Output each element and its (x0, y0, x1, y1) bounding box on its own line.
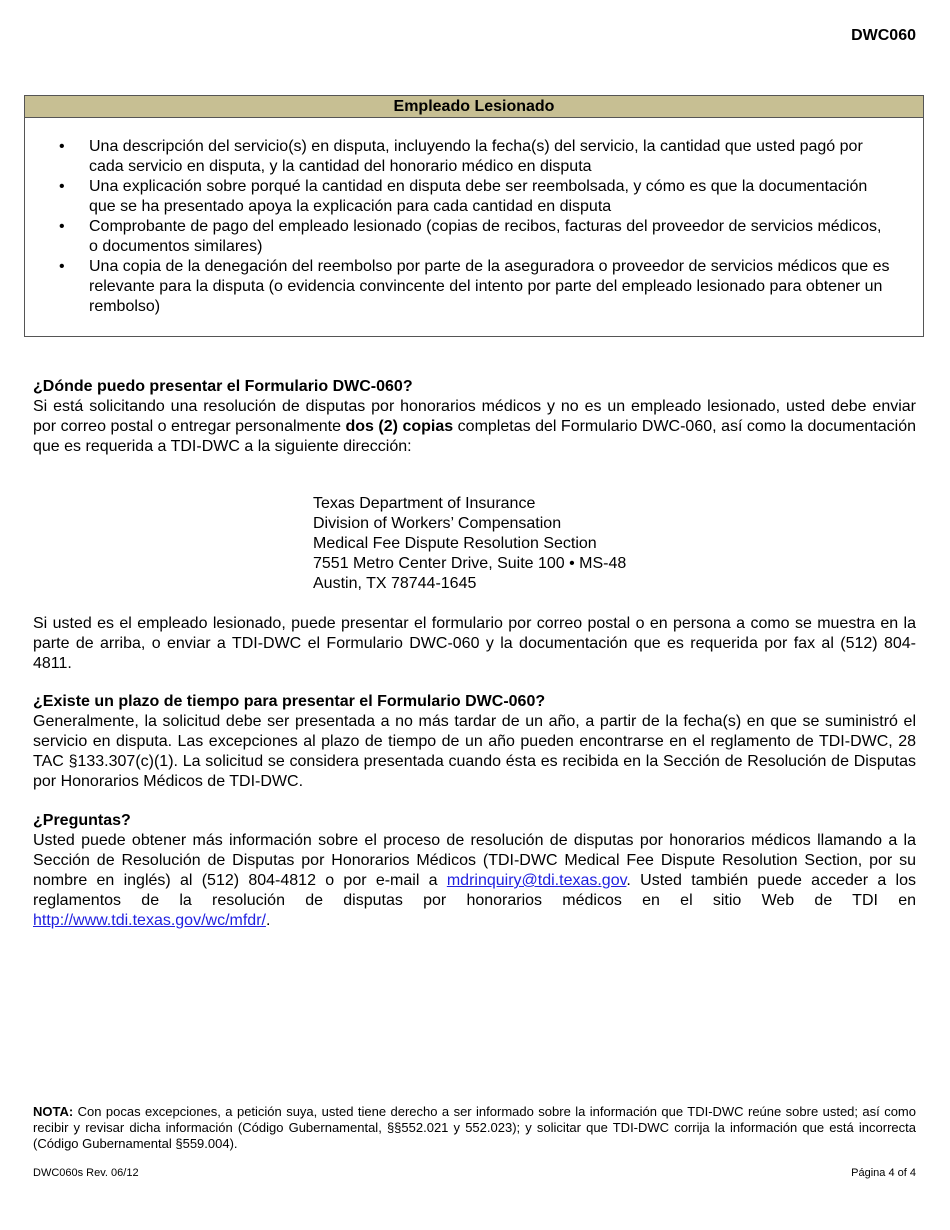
questions-paragraph (33, 831, 916, 931)
note-text: Con pocas excepciones, a petición suya, usted tiene derecho a ser informado sobre la información que TDI-DWC reúne sobre usted; así como recibir y revisar dicha información (Código Gubernamental, §§552.021 y 552.023); y solicitar que TDI-DWC corrija la información que está incorrecta (Código Gubernamental §559.004). (33, 1104, 916, 1151)
email-link[interactable]: mdrinquiry@tdi.texas.gov (446, 872, 627, 889)
where-heading: ¿Dónde puedo presentar el Formulario DWC-060? (33, 378, 413, 395)
questions-text-3: . (265, 912, 271, 929)
list-item: • Una copia de la denegación del reembolso por parte de la aseguradora o proveedor de servicios médicos que es relevante para la disputa (o evidencia convincente del intento por parte del empleado lesionado para obtener un rembolso) (89, 257, 923, 317)
address-line: Texas Department of Insurance (313, 495, 536, 512)
questions-heading: ¿Preguntas? (33, 812, 131, 829)
where-section (33, 377, 916, 457)
questions-text-1: Usted puede obtener más información sobre el proceso de resolución de disputas por honorarios médicos llamando a la Sección de Resolución de Disputas por Honorarios Médicos (TDI-DWC Medical Fee Dispute Resolution Section, por su nombre en inglés) al (512) 804-4812 o por e-mail a (33, 832, 916, 889)
mailing-address (313, 494, 626, 594)
list-item: • Una descripción del servicio(s) en disputa, incluyendo la fecha(s) del servicio, la cantidad que usted pagó por cada servicio en disputa, y la cantidad del honorario médico en disputa (89, 137, 923, 177)
copies-emphasis: dos (2) copias (345, 418, 454, 435)
deadline-paragraph: Generalmente, la solicitud debe ser presentada a no más tardar de un año, a partir de la fecha(s) en que se suministró el servicio en disputa. Las excepciones al plazo de tiempo de un año pueden encontrarse en el reglamento de TDI-DWC, 28 TAC §133.307(c)(1). La solicitud se considera presentada cuando ésta es recibida en la Sección de Resolución de Disputas por Honorarios Médicos de TDI-DWC. (33, 713, 916, 790)
requirements-list (25, 118, 923, 317)
privacy-note (33, 1104, 916, 1152)
deadline-heading: ¿Existe un plazo de tiempo para presentar el Formulario DWC-060? (33, 693, 546, 710)
address-line: Division of Workers’ Compensation (313, 515, 562, 532)
deadline-section (33, 692, 916, 792)
website-link[interactable]: http://www.tdi.texas.gov/wc/mfdr/ (33, 912, 266, 929)
address-line: Medical Fee Dispute Resolution Section (313, 535, 597, 552)
note-label: NOTA: (33, 1104, 74, 1119)
form-id: DWC060 (851, 27, 916, 44)
list-item: • Una explicación sobre porqué la cantidad en disputa debe ser reembolsada, y cómo es que la documentación que se ha presentado apoya la explicación para cada cantidad en disputa (89, 177, 923, 217)
list-item: • Comprobante de pago del empleado lesionado (copias de recibos, facturas del proveedor de servicios médicos, o documentos similares) (89, 217, 923, 257)
where-text-2: completas del Formulario DWC-060, así como la documentación que es requerida a TDI-DWC a la siguiente dirección: (33, 418, 916, 455)
page-number: Página 4 of 4 (851, 1167, 916, 1179)
address-line: Austin, TX 78744-1645 (313, 575, 477, 592)
questions-text-2: . Usted también puede acceder a los reglamentos de la resolución de disputas por honorarios médicos en el sitio Web de TDI en (33, 872, 916, 909)
box-title: Empleado Lesionado (25, 96, 923, 118)
injured-section (33, 614, 916, 674)
injured-paragraph: Si usted es el empleado lesionado, puede presentar el formulario por correo postal o en persona a como se muestra en la parte de arriba, o enviar a TDI-DWC el Formulario DWC-060 y la documentación que es requerida por fax al (512) 804-4811. (33, 615, 916, 672)
revision-label: DWC060s Rev. 06/12 (33, 1167, 139, 1179)
injured-employee-box (24, 95, 924, 337)
where-paragraph (33, 397, 916, 457)
address-line: 7551 Metro Center Drive, Suite 100 • MS-48 (313, 555, 627, 572)
questions-section (33, 811, 916, 931)
where-text-1: Si está solicitando una resolución de disputas por honorarios médicos y no es un empleado lesionado, usted debe enviar por correo postal o entregar personalmente (33, 398, 916, 435)
